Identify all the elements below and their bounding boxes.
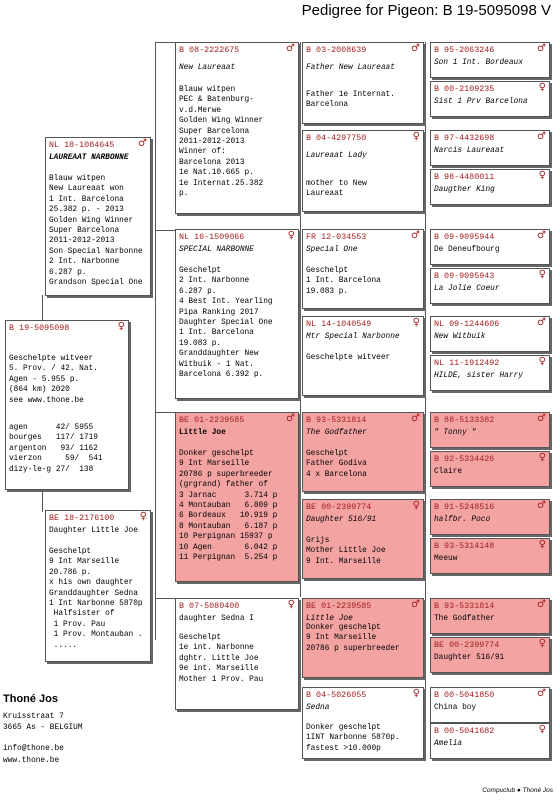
description: Donker geschelpt 9 Int Marseille 20786 p superbreeder (grgrand) father of 3 Jarnac 3.714 p 4 Montauban 6.809 p 6 Bordeaux 10.919 p 8 Montauban 6.187 p 10 Perpignan 15937 p 10 Agen 6.042 p 11 Perpignan 5.254 p xyxy=(179,450,278,563)
female-icon: ♀ xyxy=(117,321,125,332)
description: Geschelpt 1e int. Narbonne dghtr. Little Joe 9e int. Marseille Mother 1 Prov. Pau xyxy=(179,634,264,684)
ring-number: NL 18-1084645 ♂ xyxy=(49,138,147,150)
pigeon-name: New Laureaat xyxy=(179,64,236,72)
description: mother to New Laureaat xyxy=(306,180,367,199)
pigeon-name: Son 1 Int. Bordeaux xyxy=(434,59,523,67)
ring-number: B 04-5026055 ♀ xyxy=(306,688,420,700)
result-row: dizy-le-g 27/ 138 xyxy=(9,465,94,474)
pedigree-card-gen4[interactable] xyxy=(430,412,550,448)
ring-number: B 95-2063246 ♂ xyxy=(434,43,546,55)
pedigree-card-gen3[interactable] xyxy=(302,229,424,309)
male-icon: ♂ xyxy=(286,413,295,424)
connector xyxy=(155,598,175,599)
male-icon: ♂ xyxy=(537,688,546,699)
pigeon-name: Narcis Laureaat xyxy=(434,147,505,155)
male-icon: ♂ xyxy=(537,500,546,511)
ring-number: B 93-5331814 ♂ xyxy=(306,413,420,425)
pedigree-card-gen2[interactable] xyxy=(175,229,299,399)
pedigree-card-gen4[interactable] xyxy=(430,637,550,673)
female-icon: ♀ xyxy=(412,317,420,328)
pedigree-card-gen4[interactable] xyxy=(430,538,550,574)
connector xyxy=(300,42,301,597)
pedigree-card-gen3[interactable] xyxy=(302,42,424,124)
owner-name: Thoné Jos xyxy=(3,693,59,705)
pigeon-name: The Godfather xyxy=(434,615,495,623)
female-icon: ♀ xyxy=(287,230,295,241)
pigeon-name: halfbr. Poco xyxy=(434,516,491,524)
pigeon-name: " Tonny " xyxy=(434,429,477,437)
male-icon: ♂ xyxy=(537,317,546,328)
pigeon-name: Little Joe xyxy=(179,429,226,437)
description: Geschelpt 1 Int. Barcelona 19.083 p. xyxy=(306,267,381,296)
ring-number: B 00-5041850 ♂ xyxy=(434,688,546,700)
ring-number: B 93-5314148 ♀ xyxy=(434,539,546,551)
ring-number: B 08-2222675 ♂ xyxy=(179,43,295,55)
male-icon: ♂ xyxy=(537,43,546,54)
result-row: vierzon 59/ 541 xyxy=(9,455,103,464)
pigeon-name: The Godfather xyxy=(306,429,367,437)
ring-number: B 07-5080400 ♀ xyxy=(179,599,295,611)
description: Geschelpt Father Godiva 4 x Barcelona xyxy=(306,450,367,479)
ring-number: NL 14-1040549 ♀ xyxy=(306,317,420,329)
owner-email[interactable]: info@thone.be xyxy=(3,745,64,753)
description: Geschelpt 2 Int. Narbonne 6.287 p. 4 Best Int. Yearling Pipa Ranking 2017 Daughter Special One 1 Int. Barcelona 19.083 p. Granddaughter New Witbuik - 1 Nat. Barcelona 6.392 p. xyxy=(179,267,273,380)
connector xyxy=(42,490,43,512)
pigeon-name: SPECIAL NARBONNE xyxy=(179,246,254,254)
ring-number: BE 00-2399774 ♀ xyxy=(434,638,546,650)
female-icon: ♀ xyxy=(538,170,546,181)
connector xyxy=(155,42,175,43)
ring-number: BE 01-2239585 ♂ xyxy=(306,599,420,611)
pigeon-name: China boy xyxy=(434,704,477,712)
pigeon-name: Daughter 516/91 xyxy=(306,516,377,524)
pigeon-name: La Jolie Coeur xyxy=(434,285,500,293)
male-icon: ♂ xyxy=(537,599,546,610)
results-table xyxy=(9,423,103,475)
description: Geschelpt 9 Int Marseille 20.786 p. x his own daughter Granddaughter Sedna 1 Int Narbonne 5870p Halfsister of 1 Prov. Pau 1 Prov. Montauban . ..... xyxy=(49,548,143,650)
female-icon: ♀ xyxy=(538,638,546,649)
ring-number: NL 16-1509066 ♀ xyxy=(179,230,295,242)
result-row: argenton 93/ 1162 xyxy=(9,444,98,453)
pigeon-name: HILDE, sister Harry xyxy=(434,372,523,380)
pigeon-name: Amelia xyxy=(434,740,463,748)
pigeon-name: Claire xyxy=(434,468,463,476)
ring-number: B 03-2008639 ♂ xyxy=(306,43,420,55)
pedigree-card-gen4[interactable] xyxy=(430,169,550,205)
pigeon-name: Sist 1 Prv Barcelona xyxy=(434,98,528,106)
ring-number: B 19-5095098 ♀ xyxy=(9,321,125,333)
pedigree-card-gen4[interactable] xyxy=(430,355,550,391)
connector xyxy=(425,42,426,727)
male-icon: ♂ xyxy=(537,131,546,142)
ring-number: B 04-4297750 ♀ xyxy=(306,131,420,143)
male-icon: ♂ xyxy=(286,43,295,54)
pedigree-card-gen3[interactable] xyxy=(302,130,424,212)
ring-number: NL 11-1912492 ♀ xyxy=(434,356,546,368)
pigeon-name: Daugther King xyxy=(434,186,495,194)
ring-number: B 91-5248516 ♂ xyxy=(434,500,546,512)
male-icon: ♂ xyxy=(537,413,546,424)
ring-number: NL 09-1244606 ♂ xyxy=(434,317,546,329)
ring-number: B 97-4432698 ♂ xyxy=(434,131,546,143)
male-icon: ♂ xyxy=(138,138,147,149)
pedigree-card-gen3[interactable] xyxy=(302,499,424,579)
result-row: agen 42/ 5955 xyxy=(9,424,94,432)
pigeon-name: Meeuw xyxy=(434,555,458,563)
pedigree-card-gen4[interactable] xyxy=(430,42,550,78)
ring-number: BE 01-2239585 ♂ xyxy=(179,413,295,425)
pedigree-card-gen3[interactable] xyxy=(302,412,424,492)
pedigree-card-gen4[interactable] xyxy=(430,687,550,723)
pedigree-card-subject[interactable] xyxy=(5,320,129,490)
pedigree-card-gen4[interactable] xyxy=(430,598,550,634)
pedigree-card-gen4[interactable] xyxy=(430,229,550,265)
pigeon-name: Little Joe xyxy=(306,615,353,623)
description: Father 1e Internat. Barcelona xyxy=(306,91,395,110)
ring-number: BE 18-2176100 ♀ xyxy=(49,511,147,523)
pigeon-name: Daughter Little Joe xyxy=(49,527,138,535)
ring-number: B 98-4480011 ♀ xyxy=(434,170,546,182)
pedigree-card-gen3[interactable] xyxy=(302,316,424,396)
female-icon: ♀ xyxy=(538,82,546,93)
pigeon-name: Special One xyxy=(306,246,358,254)
female-icon: ♀ xyxy=(412,131,420,142)
pedigree-card-gen3[interactable] xyxy=(302,598,424,678)
pedigree-card-dam[interactable] xyxy=(45,510,151,662)
ring-number: B 88-5133382 ♂ xyxy=(434,413,546,425)
ring-number: BE 00-2399774 ♀ xyxy=(306,500,420,512)
description: Geschelpte witveer 5. Prov. / 42. Nat. Agen - 5.955 p. (864 km) 2020 see www.thone.be xyxy=(9,355,98,405)
pigeon-name: LAUREAAT NARBONNE xyxy=(49,154,129,162)
male-icon: ♂ xyxy=(411,43,420,54)
pedigree-card-gen4[interactable] xyxy=(430,130,550,166)
pigeon-name: New Witbuik xyxy=(434,333,486,341)
pigeon-name: Daughter 516/91 xyxy=(434,654,505,662)
female-icon: ♀ xyxy=(538,724,546,735)
connector xyxy=(155,412,175,413)
description: Donker geschelpt 1INT Narbonne 5870p. fastest >10.000p xyxy=(306,724,400,753)
owner-city: 3665 As - BELGIUM xyxy=(3,724,83,732)
description: Donker geschelpt 9 Int Marseille 20786 p superbreeder xyxy=(306,624,400,653)
pigeon-name: Laureaat Lady xyxy=(306,152,367,160)
pedigree-card-sire[interactable] xyxy=(45,137,151,296)
ring-number: B 92-5334426 ♀ xyxy=(434,452,546,464)
ring-number: B 09-9095943 ♀ xyxy=(434,269,546,281)
ring-number: B 00-2109235 ♀ xyxy=(434,82,546,94)
ring-number: B 00-5041682 ♀ xyxy=(434,724,546,736)
pedigree-card-gen2[interactable] xyxy=(175,42,299,214)
pigeon-name: Father New Laureaat xyxy=(306,64,395,72)
ring-number: FR 12-034553 ♂ xyxy=(306,230,420,242)
female-icon: ♀ xyxy=(538,356,546,367)
footer-credit: Compuclub ● Thoné Jos xyxy=(482,787,553,794)
male-icon: ♂ xyxy=(411,413,420,424)
connector xyxy=(155,230,175,231)
pigeon-name: Mtr Special Narbonne xyxy=(306,333,400,341)
male-icon: ♂ xyxy=(537,230,546,241)
description: Geschelpte witveer xyxy=(306,354,391,362)
female-icon: ♀ xyxy=(412,500,420,511)
pedigree-card-gen4[interactable] xyxy=(430,723,550,759)
connector xyxy=(155,42,156,640)
result-row: bourges 117/ 1719 xyxy=(9,434,98,443)
female-icon: ♀ xyxy=(287,599,295,610)
pedigree-card-gen2[interactable] xyxy=(175,598,299,710)
description: Blauw witpen PEC & Batenburg- v.d.Merwe Golden Wing Winner Super Barcelona 2011-2012-2013 Winner of: Barcelona 2013 1e Nat.10.665 p. 1e Internat.25.382 p. xyxy=(179,86,264,199)
pigeon-name: daughter Sedna I xyxy=(179,615,254,623)
pedigree-card-gen4[interactable] xyxy=(430,316,550,352)
female-icon: ♀ xyxy=(139,511,147,522)
connector xyxy=(42,295,43,323)
pigeon-name: De Deneufbourg xyxy=(434,246,500,254)
male-icon: ♂ xyxy=(411,230,420,241)
description: Grijs Mother Little Joe 9 Int. Marseille xyxy=(306,537,386,566)
female-icon: ♀ xyxy=(538,452,546,463)
pedigree-card-gen2[interactable] xyxy=(175,412,299,582)
female-icon: ♀ xyxy=(412,688,420,699)
description: Blauw witpen New Laureaat won 1 Int. Barcelona 25.382 p. - 2013 Golden Wing Winner Super Barcelona 2011-2012-2013 Son Special Narbonne 2 Int. Narbonne 6.287 p. Grandson Special One xyxy=(49,175,143,288)
owner-website[interactable]: www.thone.be xyxy=(3,757,60,765)
pigeon-name: Sedna xyxy=(306,704,330,712)
owner-street: Kruisstraat 7 xyxy=(3,713,64,721)
female-icon: ♀ xyxy=(538,269,546,280)
pedigree-card-gen4[interactable] xyxy=(430,499,550,535)
pedigree-card-gen4[interactable] xyxy=(430,451,550,487)
male-icon: ♂ xyxy=(411,599,420,610)
pedigree-card-gen4[interactable] xyxy=(430,81,550,117)
ring-number: B 09-9095944 ♂ xyxy=(434,230,546,242)
pedigree-card-gen3[interactable] xyxy=(302,687,424,759)
ring-number: B 93-5331814 ♂ xyxy=(434,599,546,611)
pedigree-card-gen4[interactable] xyxy=(430,268,550,304)
page-title: Pedigree for Pigeon: B 19-5095098 V xyxy=(301,2,551,19)
female-icon: ♀ xyxy=(538,539,546,550)
